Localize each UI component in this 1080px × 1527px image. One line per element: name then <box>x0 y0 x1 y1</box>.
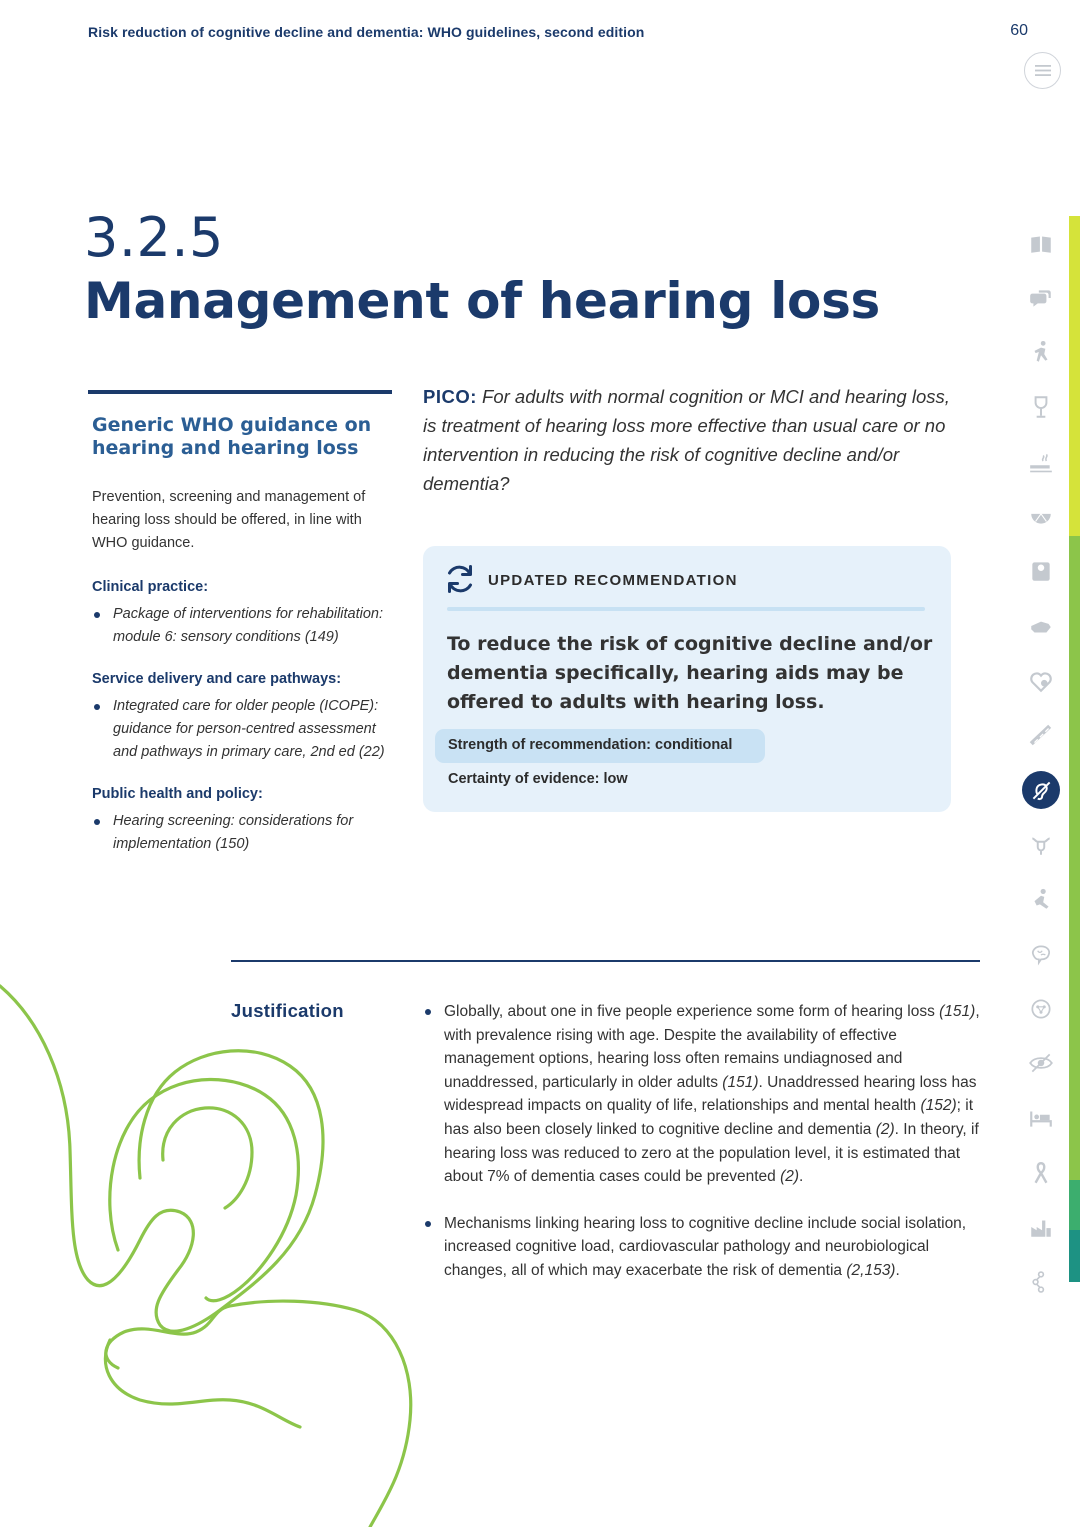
group-list-service <box>92 695 394 764</box>
text-run: Mechanisms linking hearing loss to cognitive decline include social isolation, increased cognitive load, cardiovascular pathology and neurobiological changes, all of which may exacerbate the risk of dementia <box>444 1214 967 1279</box>
recommendation-box <box>423 546 951 812</box>
section-number: 3.2.5 <box>84 206 224 269</box>
side-nav-item[interactable] <box>1022 1099 1060 1137</box>
side-nav-item[interactable] <box>1022 935 1060 973</box>
text-run: ; it has also been closely linked to cognitive decline and dementia <box>444 1097 974 1138</box>
road-icon <box>1028 722 1054 748</box>
side-nav-item[interactable] <box>1022 1154 1060 1192</box>
recommendation-heading: UPDATED RECOMMENDATION <box>488 572 738 589</box>
citation: (152) <box>920 1097 957 1115</box>
diet-icon <box>1028 503 1054 529</box>
group-title-public-health: Public health and policy: <box>92 786 263 802</box>
side-nav-item[interactable] <box>1022 224 1060 262</box>
side-nav <box>1022 224 1060 1318</box>
side-progress-yellow <box>1069 216 1080 536</box>
group-list-public-health <box>92 810 394 856</box>
side-nav-item[interactable] <box>1022 716 1060 754</box>
side-nav-item[interactable] <box>1022 279 1060 317</box>
menu-button[interactable] <box>1024 52 1061 89</box>
group-title-clinical: Clinical practice: <box>92 579 209 595</box>
brain-icon <box>1028 941 1054 967</box>
side-nav-item[interactable] <box>1022 443 1060 481</box>
side-progress-teal <box>1069 1230 1080 1282</box>
side-nav-item[interactable] <box>1022 1208 1060 1246</box>
certainty-text: Certainty of evidence: low <box>448 771 628 787</box>
list-item: Hearing screening: considerations for implementation (150) <box>92 810 394 856</box>
justification-bullet <box>424 1000 984 1189</box>
pico-label: PICO: <box>423 386 477 407</box>
guidance-sidebar <box>88 390 394 856</box>
physical-activity-icon <box>1028 339 1054 365</box>
citation: (151) <box>722 1073 759 1091</box>
sidebar-rule <box>88 390 392 394</box>
side-nav-item[interactable] <box>1022 880 1060 918</box>
section-title: Management of hearing loss <box>84 272 881 330</box>
molecule-icon <box>1028 1269 1054 1295</box>
citation: (2) <box>780 1168 800 1186</box>
side-progress-green <box>1069 536 1080 1180</box>
side-nav-item[interactable] <box>1022 990 1060 1028</box>
list-item: Package of interventions for rehabilitation: module 6: sensory conditions (149) <box>92 603 394 649</box>
list-item: Integrated care for older people (ICOPE): guidance for person-centred assessment and pathways in primary care, 2nd ed (22) <box>92 695 394 764</box>
hospital-bed-icon <box>1028 1105 1054 1131</box>
pico-question <box>423 382 953 498</box>
text-run: Globally, about one in five people experience some form of hearing loss <box>444 1003 940 1020</box>
side-nav-item[interactable] <box>1022 333 1060 371</box>
strength-badge: Strength of recommendation: conditional <box>435 729 765 763</box>
side-nav-item[interactable] <box>1022 1263 1060 1301</box>
page-number: 60 <box>1010 22 1028 39</box>
factory-icon <box>1028 1214 1054 1240</box>
text-run: , with prevalence rising with age. Despite the availability of effective management options, hearing loss often remains undiagnosed and unaddressed, particularly in older adults <box>444 1003 980 1091</box>
person-sitting-icon <box>1028 886 1054 912</box>
group-title-service: Service delivery and care pathways: <box>92 671 342 687</box>
text-run: . In theory, if hearing loss was reduced to zero at the population level, it is estimated that about 7% of dementia cases could be prevented <box>444 1120 979 1186</box>
citation: (2,153) <box>846 1261 896 1279</box>
recommendation-rule <box>447 607 925 611</box>
hearing-icon <box>1028 777 1054 803</box>
citation: (151) <box>939 1003 976 1020</box>
side-nav-item[interactable] <box>1022 1044 1060 1082</box>
text-run: . <box>799 1168 804 1186</box>
sidebar-heading: Generic WHO guidance on hearing and hearing loss <box>92 414 372 459</box>
book-icon <box>1028 230 1054 256</box>
refresh-icon <box>443 562 477 596</box>
heart-icon <box>1028 668 1054 694</box>
justification-bullet <box>424 1212 984 1283</box>
weight-icon <box>1028 558 1054 584</box>
running-head: Risk reduction of cognitive decline and dementia: WHO guidelines, second edition <box>88 24 645 40</box>
justification-rule <box>231 960 980 962</box>
speech-bubbles-icon <box>1028 285 1054 311</box>
citation: (2) <box>875 1120 895 1138</box>
text-run: . <box>895 1261 900 1279</box>
side-nav-item[interactable] <box>1022 607 1060 645</box>
group-list-clinical <box>92 603 394 649</box>
ribbon-icon <box>1028 1160 1054 1186</box>
side-nav-item[interactable] <box>1022 497 1060 535</box>
side-nav-item[interactable] <box>1022 388 1060 426</box>
sidebar-intro: Prevention, screening and management of hearing loss should be offered, in line with WHO guidance. <box>92 489 366 551</box>
side-nav-item[interactable] <box>1022 552 1060 590</box>
brain-network-icon <box>1028 996 1054 1022</box>
smoking-icon <box>1028 449 1054 475</box>
ear-illustration <box>0 980 440 1527</box>
side-nav-item[interactable] <box>1022 771 1060 809</box>
vision-icon <box>1028 1050 1054 1076</box>
recommendation-text: To reduce the risk of cognitive decline and/or dementia specifically, hearing aids may be offered to adults with hearing loss. <box>447 633 933 713</box>
wine-glass-icon <box>1028 394 1054 420</box>
uterus-icon <box>1028 832 1054 858</box>
hand-icon <box>1028 613 1054 639</box>
pico-text: For adults with normal cognition or MCI and hearing loss, is treatment of hearing loss more effective than usual care or no intervention in reducing the risk of cognitive decline and/or dementia? <box>423 386 950 494</box>
side-progress-mid <box>1069 1180 1080 1230</box>
justification-heading: Justification <box>231 1000 344 1021</box>
hamburger-icon <box>1035 64 1051 77</box>
side-nav-item[interactable] <box>1022 662 1060 700</box>
side-nav-item[interactable] <box>1022 826 1060 864</box>
justification-list <box>424 1000 984 1306</box>
text-run: . Unaddressed hearing loss has widespread impacts on quality of life, relationships and mental health <box>444 1073 977 1115</box>
